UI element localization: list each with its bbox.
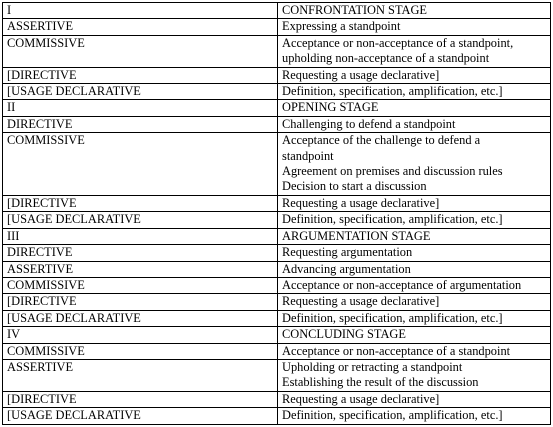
table-body: [3, 3, 551, 425]
description-cell: [278, 67, 551, 83]
description-line: upholding non-acceptance of a standpoint: [282, 51, 490, 66]
description-cell: [278, 277, 551, 293]
speech-act-cell: II: [3, 100, 278, 116]
speech-act-cell: III: [3, 228, 278, 244]
table-row: [3, 67, 551, 83]
description-line: Expressing a standpoint: [282, 19, 401, 34]
description-line: Requesting a usage declarative]: [282, 67, 440, 82]
description-line: Upholding or retracting a standpoint: [282, 359, 463, 374]
description-cell: [278, 391, 551, 407]
speech-act-cell: [DIRECTIVE: [3, 391, 278, 407]
description-cell: [278, 359, 551, 391]
table-row: [3, 359, 551, 391]
table-row: [3, 327, 551, 343]
description-line: OPENING STAGE: [282, 100, 379, 115]
description-line: Acceptance of the challenge to defend a: [282, 133, 481, 148]
speech-act-cell: [DIRECTIVE: [3, 294, 278, 310]
speech-act-cell: [USAGE DECLARATIVE: [3, 310, 278, 326]
table-row: [3, 3, 551, 19]
table-row: [3, 228, 551, 244]
speech-act-cell: COMMISSIVE: [3, 343, 278, 359]
description-line: standpoint: [282, 148, 334, 163]
description-line: Agreement on premises and discussion rules: [282, 164, 503, 179]
description-line: Advancing argumentation: [282, 261, 411, 276]
description-line: ARGUMENTATION STAGE: [282, 228, 431, 243]
table-row: [3, 277, 551, 293]
description-cell: [278, 228, 551, 244]
description-cell: [278, 116, 551, 132]
description-line: Challenging to defend a standpoint: [282, 116, 456, 131]
table-row: [3, 343, 551, 359]
description-cell: [278, 35, 551, 67]
description-cell: [278, 310, 551, 326]
description-cell: [278, 343, 551, 359]
description-line: Acceptance or non-acceptance of argumentation: [282, 277, 522, 292]
description-line: Definition, specification, amplification, etc.]: [282, 310, 503, 325]
speech-act-cell: ASSERTIVE: [3, 359, 278, 391]
speech-act-cell: [USAGE DECLARATIVE: [3, 84, 278, 100]
description-line: Definition, specification, amplification, etc.]: [282, 408, 503, 423]
speech-act-cell: IV: [3, 327, 278, 343]
description-line: Requesting argumentation: [282, 245, 413, 260]
table-row: [3, 294, 551, 310]
speech-act-cell: ASSERTIVE: [3, 261, 278, 277]
table-row: [3, 261, 551, 277]
speech-act-cell: [USAGE DECLARATIVE: [3, 212, 278, 228]
table-row: [3, 212, 551, 228]
table-row: [3, 391, 551, 407]
speech-act-cell: COMMISSIVE: [3, 277, 278, 293]
speech-act-cell: [DIRECTIVE: [3, 195, 278, 211]
description-line: Definition, specification, amplification, etc.]: [282, 84, 503, 99]
table-row: [3, 84, 551, 100]
description-line: CONFRONTATION STAGE: [282, 3, 427, 17]
table-row: [3, 245, 551, 261]
description-line: Establishing the result of the discussion: [282, 375, 479, 390]
table-row: [3, 116, 551, 132]
description-cell: [278, 3, 551, 19]
description-cell: [278, 195, 551, 211]
table-row: [3, 195, 551, 211]
table-row: [3, 310, 551, 326]
speech-act-cell: I: [3, 3, 278, 19]
speech-act-cell: [DIRECTIVE: [3, 67, 278, 83]
table-row: [3, 100, 551, 116]
description-cell: [278, 19, 551, 35]
description-cell: [278, 212, 551, 228]
description-line: Requesting a usage declarative]: [282, 294, 440, 309]
description-line: CONCLUDING STAGE: [282, 327, 406, 342]
speech-acts-table: [2, 2, 551, 425]
description-line: Decision to start a discussion: [282, 179, 427, 194]
description-line: Requesting a usage declarative]: [282, 391, 440, 406]
speech-act-cell: ASSERTIVE: [3, 19, 278, 35]
description-cell: [278, 84, 551, 100]
description-cell: [278, 245, 551, 261]
description-cell: [278, 133, 551, 196]
speech-act-cell: COMMISSIVE: [3, 35, 278, 67]
speech-act-cell: DIRECTIVE: [3, 245, 278, 261]
description-cell: [278, 327, 551, 343]
speech-act-cell: DIRECTIVE: [3, 116, 278, 132]
table-row: [3, 19, 551, 35]
description-cell: [278, 100, 551, 116]
description-line: Definition, specification, amplification, etc.]: [282, 212, 503, 227]
speech-act-cell: COMMISSIVE: [3, 133, 278, 196]
speech-act-cell: [USAGE DECLARATIVE: [3, 408, 278, 424]
description-cell: [278, 294, 551, 310]
description-line: Acceptance or non-acceptance of a standpoint: [282, 343, 511, 358]
table-row: [3, 408, 551, 424]
description-cell: [278, 261, 551, 277]
description-cell: [278, 408, 551, 424]
table-row: [3, 133, 551, 196]
table-row: [3, 35, 551, 67]
description-line: Requesting a usage declarative]: [282, 195, 440, 210]
description-line: Acceptance or non-acceptance of a standpoint,: [282, 35, 514, 50]
